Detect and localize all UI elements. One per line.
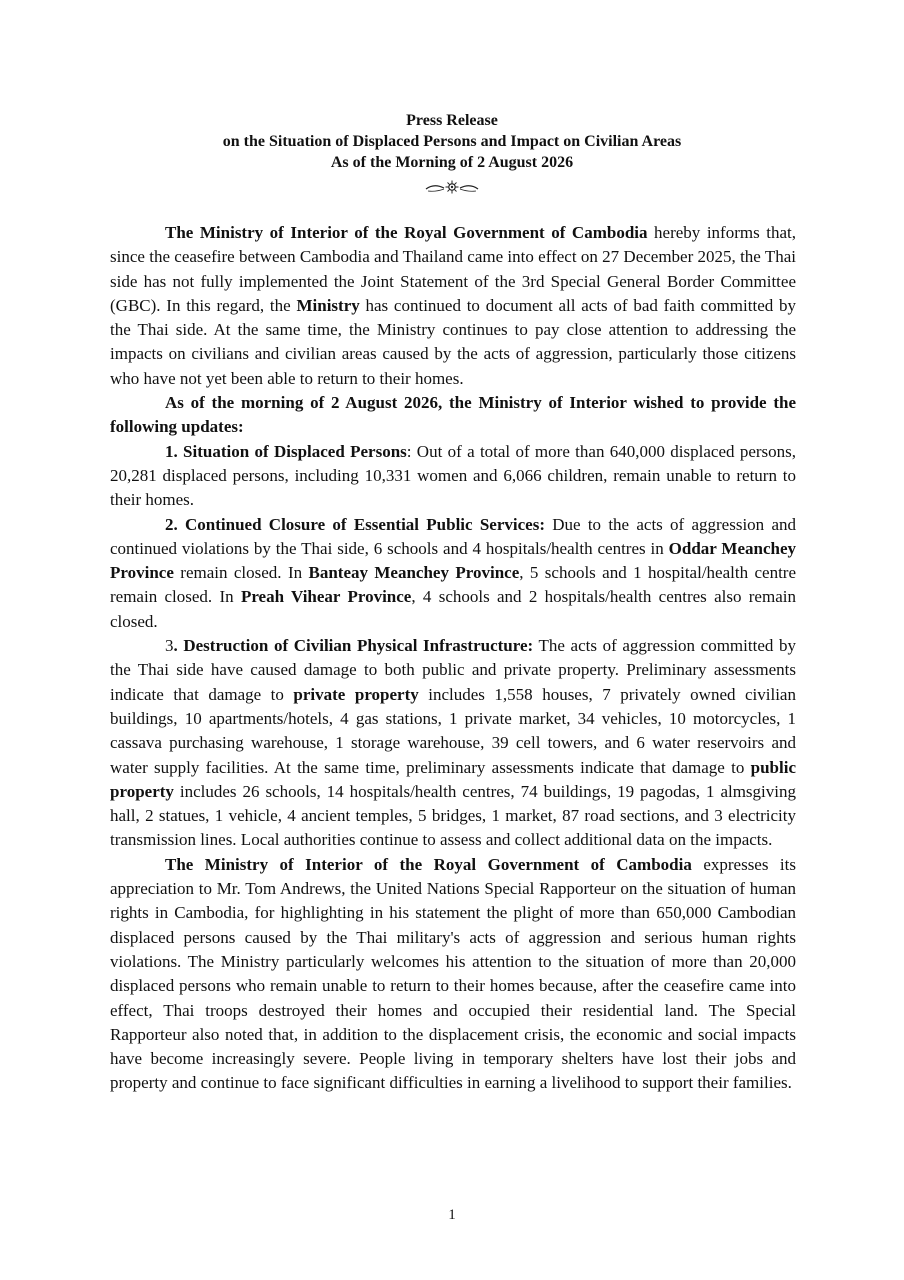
province-name: Preah Vihear Province [240,587,412,607]
province-name: Banteay Meanchey Province [308,563,520,583]
press-release-body [110,221,796,1096]
ministry-name: The Ministry of Interior of the Royal Government of Cambodia [165,223,648,242]
floral-divider-icon [0,180,904,199]
update-item-2: 2. Continued Closure of Essential Public Services: Due to the acts of aggression and continued violations by the Thai side, 6 schools and 4 hospitals/health centres in Oddar Meanchey Province remain closed. In Banteay Meanchey Province, 5 schools and 1 hospital/health centre remain closed. In Preah Vihear Province, 4 schools and 2 hospitals/health centres also remain closed. [110,514,797,631]
title-line-1: Press Release [406,112,498,129]
update-item-1: 1. Situation of Displaced Persons: Out of a total of more than 640,000 displaced persons, 20,281 displaced persons, including 10,331 women and 6,066 children, remain unable to return to their homes. [110,441,797,510]
ministry-name: The Ministry of Interior of the Royal Government of Cambodia [165,854,692,874]
update-item-3: 3. Destruction of Civilian Physical Infrastructure: The acts of aggression committed by the Thai side have caused damage to both public and private property. Preliminary assessments indicate that damage to private property includes 1,558 houses, 7 privately owned civilian buildings, 10 apartments/hotels, 4 gas stations, 1 private market, 34 vehicles, 10 motorcycles, 1 cassava purchasing warehouse, 1 storage warehouse, 39 cell towers, and 6 water reservoirs and water supply facilities. At the same time, preliminary assessments indicate that damage to public property includes 26 schools, 14 hospitals/health centres, 74 buildings, 19 pagodas, 1 almsgiving hall, 2 statues, 1 vehicle, 4 ancient temples, 5 bridges, 1 market, 87 road sections, and 3 electricity transmission lines. Local authorities continue to assess and collect additional data on the impacts. [110,636,796,850]
intro-paragraph: The Ministry of Interior of the Royal Government of Cambodia hereby informs that, since the ceasefire between Cambodia and Thailand came into effect on 27 December 2025, the Thai side has not fully implemented the Joint Statement of the 3rd Special General Border Committee (GBC). In this regard, the Ministry has continued to document all acts of bad faith committed by the Thai side. At the same time, the Ministry continues to pay close attention to addressing the impacts on civilians and civilian areas caused by the acts of aggression, particularly those citizens who have not yet been able to return to their homes. [110,223,796,388]
update-heading: 2. Continued Closure of Essential Public Services: [165,514,545,534]
update-heading: 1. Situation of Displaced Persons [165,441,407,461]
press-release-title [0,110,904,173]
page-number: 1 [448,1207,456,1223]
updates-intro: As of the morning of 2 August 2026, the Ministry of Interior wished to provide the following updates: [110,393,796,437]
update-heading: . Destruction of Civilian Physical Infrastructure: [173,636,534,656]
closing-paragraph: The Ministry of Interior of the Royal Government of Cambodia expresses its appreciation to Mr. Tom Andrews, the United Nations Special Rapporteur on the situation of human rights in Cambodia, for highlighting in his statement the plight of more than 650,000 Cambodian displaced persons caused by the Thai military's acts of aggression and serious human rights violations. The Ministry particularly welcomes his attention to the situation of more than 20,000 displaced persons who remain unable to return to their homes because, after the ceasefire came into effect, Thai troops destroyed their homes and occupied their residential land. The Special Rapporteur also noted that, in addition to the displacement crisis, the economic and social impacts have become increasingly severe. People living in temporary shelters have lost their jobs and property and continue to face significant difficulties in earning a livelihood to support their families. [110,854,796,1093]
title-line-3: As of the Morning of 2 August 2026 [330,154,574,171]
title-line-2: on the Situation of Displaced Persons and Impact on Civilian Areas [222,133,682,150]
province-name: Oddar Meanchey Province [110,538,797,583]
